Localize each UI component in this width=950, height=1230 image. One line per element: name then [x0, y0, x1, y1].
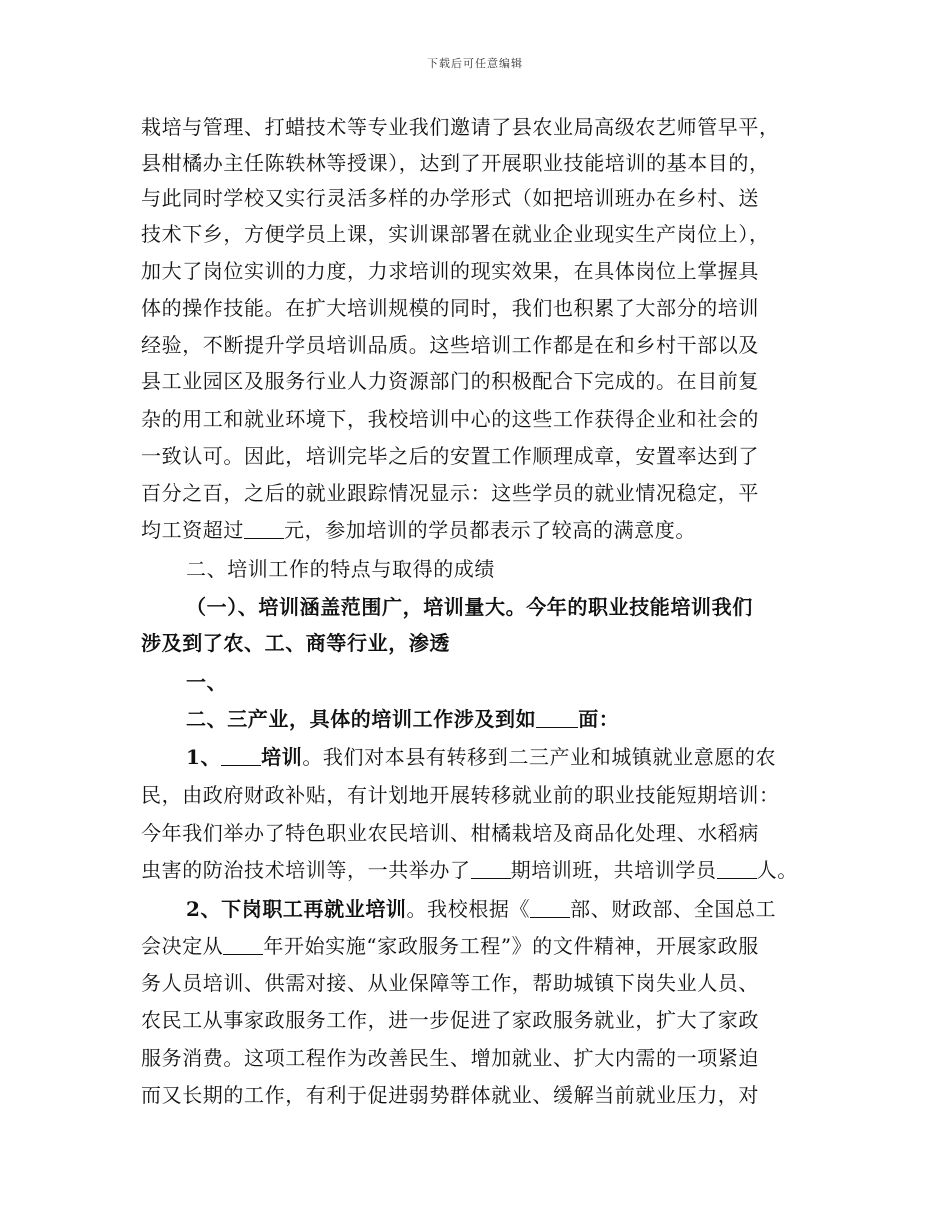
item-number: 1、 [186, 745, 222, 769]
item-title: 2、下岗职工再就业培训 [186, 897, 407, 921]
body-line: 与此同时学校又实行灵活多样的办学形式（如把培训班办在乡村、送 [141, 186, 759, 210]
text-span: 面： [578, 707, 620, 731]
section-heading: 二、培训工作的特点与取得的成绩 [186, 557, 495, 581]
body-line: 栽培与管理、打蜡技术等专业我们邀请了县农业局高级农艺师管早平， [141, 115, 780, 139]
text-span: 虫害的防治技术培训等，一共举办了 [141, 858, 471, 882]
text-span: 二、三产业，具体的培训工作涉及到如 [186, 707, 537, 731]
body-line: 而又长期的工作，有利于促进弱势群体就业、缓解当前就业压力，对 [141, 1083, 759, 1107]
subsection-heading: （一）、培训涵盖范围广，培训量大。今年的职业技能培训我们 [186, 595, 753, 619]
fill-in-blank [530, 897, 570, 918]
subsection-heading-cont: 涉及到了农、工、商等行业，渗透 [141, 631, 450, 655]
body-line: 今年我们举办了特色职业农民培训、柑橘栽培及商品化处理、水稻病 [141, 821, 759, 845]
body-line: 务人员培训、供需对接、从业保障等工作，帮助城镇下岗失业人员、 [141, 971, 759, 995]
body-line: 技术下乡，方便学员上课，实训课部署在就业企业现实生产岗位上）， [141, 222, 770, 246]
text-span: 部、财政部、全国总工 [570, 897, 777, 921]
body-line [141, 931, 759, 961]
text-span: 。我校根据《 [406, 897, 531, 921]
body-line: 服务消费。这项工程作为改善民生、增加就业、扩大内需的一项紧迫 [141, 1046, 759, 1070]
body-line [186, 704, 619, 734]
fill-in-blank [717, 858, 757, 879]
fill-in-blank [536, 707, 578, 728]
item-title: 培训 [261, 745, 303, 769]
body-line: 加大了岗位实训的力度，力求培训的现实效果，在具体岗位上掌握具 [141, 259, 759, 283]
body-line [141, 855, 798, 885]
page-header: 下载后可任意编辑 [427, 57, 523, 70]
text-span: 会决定从 [141, 934, 224, 958]
text-span: 年开始实施“家政服务工程”》的文件精神，开展家政服 [263, 934, 759, 958]
fill-in-blank [223, 934, 263, 955]
body-line: 经验，不断提升学员培训品质。这些培训工作都是在和乡村干部以及 [141, 333, 759, 357]
fill-in-blank [221, 745, 261, 766]
body-line: 杂的用工和就业环境下，我校培训中心的这些工作获得企业和社会的 [141, 407, 759, 431]
fill-in-blank [471, 858, 511, 879]
fill-in-blank [244, 518, 284, 539]
body-line: 百分之百，之后的就业跟踪情况显示：这些学员的就业情况稳定，平 [141, 481, 759, 505]
body-line: 民，由政府财政补贴，有计划地开展转移就业前的职业技能短期培训： [141, 783, 780, 807]
list-item-heading [186, 742, 776, 772]
body-line: 体的操作技能。在扩大培训规模的同时，我们也积累了大部分的培训 [141, 296, 759, 320]
body-line: 一、 [186, 670, 228, 694]
list-item-heading [186, 894, 776, 924]
text-span: 元，参加培训的学员都表示了较高的满意度。 [284, 518, 696, 542]
body-line: 一致认可。因此，培训完毕之后的安置工作顺理成章，安置率达到了 [141, 444, 759, 468]
text-span: 均工资超过 [141, 518, 244, 542]
body-line [141, 515, 696, 545]
text-span: 。我们对本县有转移到二三产业和城镇就业意愿的农 [302, 745, 777, 769]
body-line: 农民工从事家政服务工作，进一步促进了家政服务就业，扩大了家政 [141, 1008, 759, 1032]
body-line: 县柑橘办主任陈轶林等授课），达到了开展职业技能培训的基本目的， [141, 151, 770, 175]
body-line: 县工业园区及服务行业人力资源部门的积极配合下完成的。在目前复 [141, 369, 759, 393]
text-span: 期培训班，共培训学员 [510, 858, 717, 882]
text-span: 人。 [756, 858, 798, 882]
